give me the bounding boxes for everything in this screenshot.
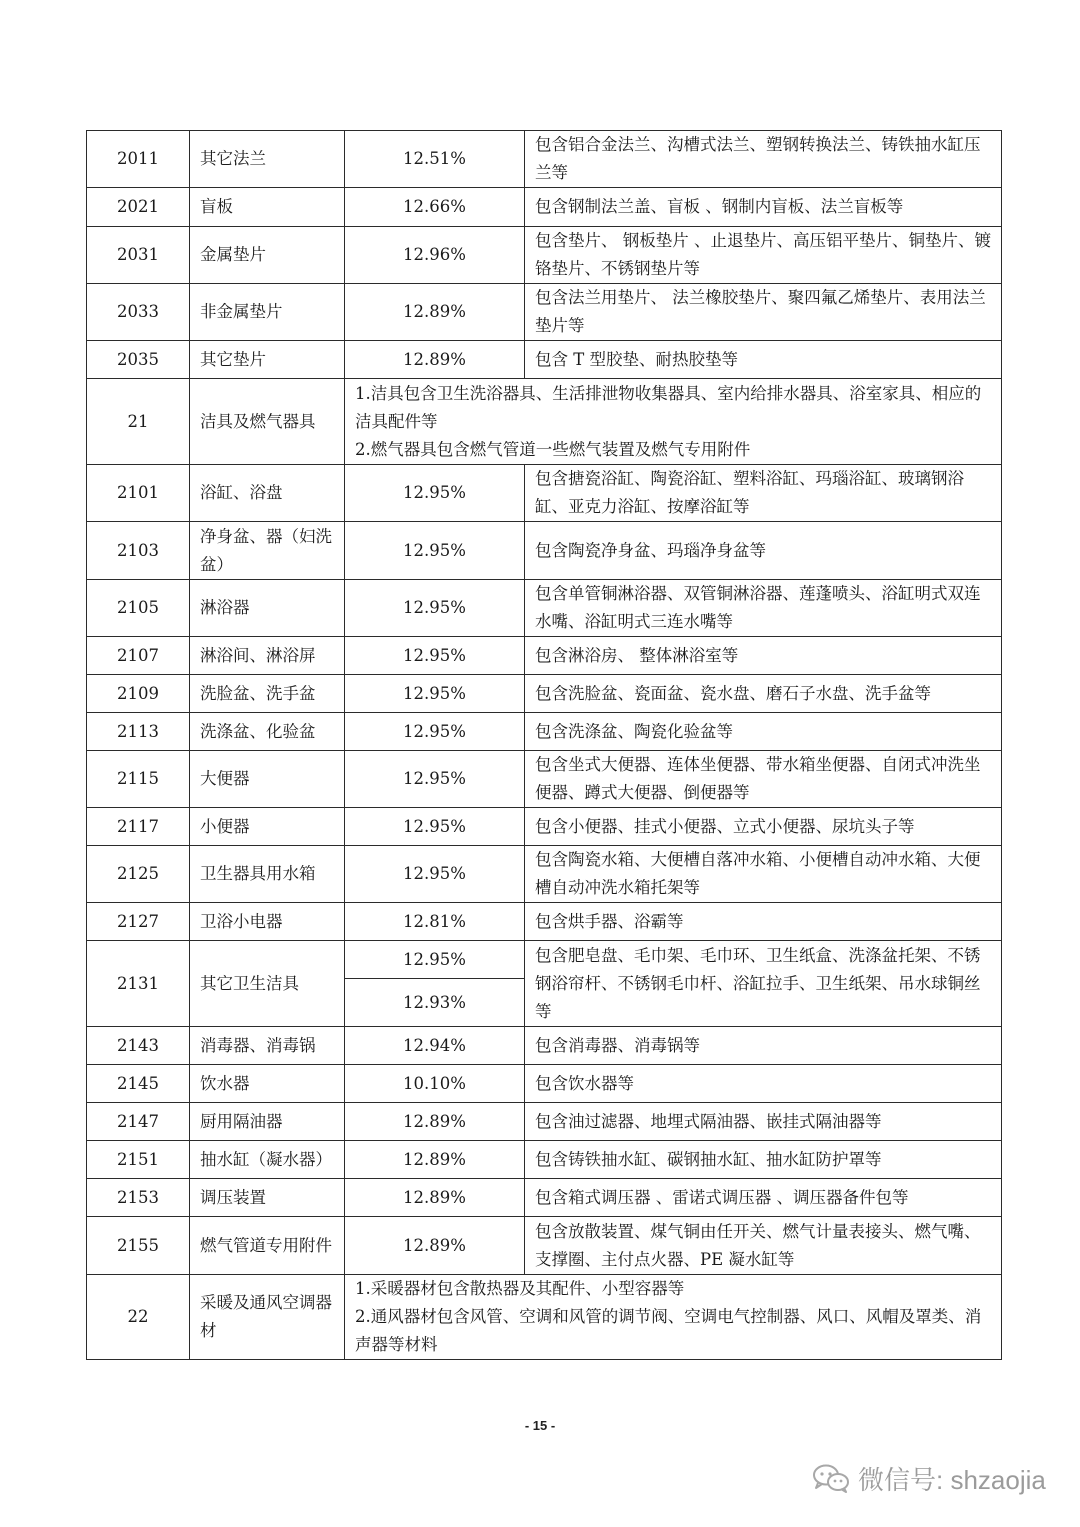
item-rate: 12.89% xyxy=(345,1141,525,1179)
item-code: 2115 xyxy=(87,751,190,808)
item-description: 包含坐式大便器、连体坐便器、带水箱坐便器、自闭式冲洗坐便器、蹲式大便器、倒便器等 xyxy=(525,751,1002,808)
table-row xyxy=(87,808,1002,846)
table-row xyxy=(87,465,1002,522)
page-number: - 15 - xyxy=(524,1418,556,1433)
item-name: 净身盆、器（妇洗盆） xyxy=(190,522,345,580)
item-rate: 12.95% xyxy=(345,846,525,903)
item-description: 包含陶瓷净身盆、玛瑙净身盆等 xyxy=(525,522,1002,580)
table-row xyxy=(87,941,1002,979)
item-code: 2031 xyxy=(87,227,190,284)
item-code: 2035 xyxy=(87,341,190,379)
item-rate: 12.89% xyxy=(345,284,525,341)
table-row xyxy=(87,1217,1002,1275)
item-description: 包含肥皂盘、毛巾架、毛巾环、卫生纸盒、洗涤盆托架、不锈钢浴帘杆、不锈钢毛巾杆、浴缸拉手、卫生纸架、吊水球铜丝等 xyxy=(525,941,1002,1027)
category-note: 2.燃气器具包含燃气管道一些燃气装置及燃气专用附件 xyxy=(355,439,751,459)
category-description xyxy=(345,379,1002,465)
item-name: 非金属垫片 xyxy=(190,284,345,341)
item-description: 包含消毒器、消毒锅等 xyxy=(525,1027,1002,1065)
item-rate: 12.95% xyxy=(345,522,525,580)
item-code: 2151 xyxy=(87,1141,190,1179)
item-description: 包含垫片、 钢板垫片 、止退垫片、高压铝平垫片、铜垫片、镀铬垫片、不锈钢垫片等 xyxy=(525,227,1002,284)
item-description: 包含搪瓷浴缸、陶瓷浴缸、塑料浴缸、玛瑙浴缸、玻璃钢浴缸、亚克力浴缸、按摩浴缸等 xyxy=(525,465,1002,522)
watermark-text: 微信号: shzaojia xyxy=(858,1464,1046,1495)
item-rate-alt: 12.93% xyxy=(345,979,525,1027)
table-row xyxy=(87,1103,1002,1141)
item-name: 浴缸、浴盘 xyxy=(190,465,345,522)
item-description: 包含 T 型胶垫、耐热胶垫等 xyxy=(525,341,1002,379)
table-row xyxy=(87,341,1002,379)
item-name: 大便器 xyxy=(190,751,345,808)
item-rate: 12.95% xyxy=(345,941,525,979)
table-row xyxy=(87,675,1002,713)
item-code: 2145 xyxy=(87,1065,190,1103)
table-row xyxy=(87,1065,1002,1103)
item-code: 2117 xyxy=(87,808,190,846)
item-code: 2131 xyxy=(87,941,190,1027)
table-row xyxy=(87,131,1002,188)
item-rate: 12.89% xyxy=(345,1179,525,1217)
item-code: 2125 xyxy=(87,846,190,903)
category-name: 洁具及燃气器具 xyxy=(190,379,345,465)
item-name: 卫浴小电器 xyxy=(190,903,345,941)
category-code: 21 xyxy=(87,379,190,465)
item-rate: 12.81% xyxy=(345,903,525,941)
table-row xyxy=(87,751,1002,808)
category-note: 1.洁具包含卫生洗浴器具、生活排泄物收集器具、室内给排水器具、浴室家具、相应的洁具配件等 xyxy=(355,383,982,431)
table-row xyxy=(87,637,1002,675)
item-name: 调压装置 xyxy=(190,1179,345,1217)
item-rate: 12.51% xyxy=(345,131,525,188)
item-name: 厨用隔油器 xyxy=(190,1103,345,1141)
table-row xyxy=(87,522,1002,580)
item-rate: 12.95% xyxy=(345,580,525,637)
item-code: 2101 xyxy=(87,465,190,522)
item-description: 包含单管铜淋浴器、双管铜淋浴器、莲蓬喷头、浴缸明式双连水嘴、浴缸明式三连水嘴等 xyxy=(525,580,1002,637)
item-rate: 10.10% xyxy=(345,1065,525,1103)
item-rate: 12.95% xyxy=(345,637,525,675)
item-rate: 12.89% xyxy=(345,1217,525,1275)
item-rate: 12.95% xyxy=(345,751,525,808)
item-code: 2147 xyxy=(87,1103,190,1141)
item-code: 2153 xyxy=(87,1179,190,1217)
category-note: 2.通风器材包含风管、空调和风管的调节阀、空调电气控制器、风口、风帽及罩类、消声器等材料 xyxy=(355,1307,982,1354)
table-row xyxy=(87,1027,1002,1065)
item-description: 包含淋浴房、 整体淋浴室等 xyxy=(525,637,1002,675)
item-description: 包含铸铁抽水缸、碳钢抽水缸、抽水缸防护罩等 xyxy=(525,1141,1002,1179)
item-name: 其它法兰 xyxy=(190,131,345,188)
item-name: 金属垫片 xyxy=(190,227,345,284)
item-code: 2107 xyxy=(87,637,190,675)
item-name: 饮水器 xyxy=(190,1065,345,1103)
wechat-icon xyxy=(812,1463,850,1493)
item-rate: 12.95% xyxy=(345,808,525,846)
item-code: 2109 xyxy=(87,675,190,713)
item-name: 消毒器、消毒锅 xyxy=(190,1027,345,1065)
item-description: 包含饮水器等 xyxy=(525,1065,1002,1103)
item-name: 燃气管道专用附件 xyxy=(190,1217,345,1275)
category-description xyxy=(345,1275,1002,1360)
table-row xyxy=(87,580,1002,637)
table-row xyxy=(87,903,1002,941)
item-name: 洗涤盆、化验盆 xyxy=(190,713,345,751)
item-description: 包含放散装置、煤气铜由任开关、燃气计量表接头、燃气嘴、支撑圈、主付点火器、PE 凝水缸等 xyxy=(525,1217,1002,1275)
item-description: 包含箱式调压器 、雷诺式调压器 、调压器备件包等 xyxy=(525,1179,1002,1217)
item-description: 包含洗涤盆、陶瓷化验盆等 xyxy=(525,713,1002,751)
item-description: 包含小便器、挂式小便器、立式小便器、尿坑头子等 xyxy=(525,808,1002,846)
item-description: 包含洗脸盆、瓷面盆、瓷水盘、磨石子水盘、洗手盆等 xyxy=(525,675,1002,713)
item-name: 其它卫生洁具 xyxy=(190,941,345,1027)
table-row xyxy=(87,284,1002,341)
table-row xyxy=(87,188,1002,227)
item-description: 包含烘手器、浴霸等 xyxy=(525,903,1002,941)
item-code: 2127 xyxy=(87,903,190,941)
item-name: 淋浴器 xyxy=(190,580,345,637)
item-code: 2155 xyxy=(87,1217,190,1275)
category-row xyxy=(87,379,1002,465)
table-row xyxy=(87,1179,1002,1217)
item-rate: 12.66% xyxy=(345,188,525,227)
item-code: 2143 xyxy=(87,1027,190,1065)
item-code: 2021 xyxy=(87,188,190,227)
item-code: 2103 xyxy=(87,522,190,580)
item-rate: 12.89% xyxy=(345,341,525,379)
item-code: 2105 xyxy=(87,580,190,637)
item-name: 抽水缸（凝水器） xyxy=(190,1141,345,1179)
item-name: 卫生器具用水箱 xyxy=(190,846,345,903)
table-row xyxy=(87,846,1002,903)
item-name: 洗脸盆、洗手盆 xyxy=(190,675,345,713)
category-code: 22 xyxy=(87,1275,190,1360)
item-description: 包含钢制法兰盖、盲板 、钢制内盲板、法兰盲板等 xyxy=(525,188,1002,227)
item-code: 2113 xyxy=(87,713,190,751)
item-rate: 12.89% xyxy=(345,1103,525,1141)
rate-table xyxy=(86,130,1002,1360)
table-row xyxy=(87,227,1002,284)
wechat-watermark xyxy=(812,1458,1046,1498)
item-description: 包含法兰用垫片、 法兰橡胶垫片、聚四氟乙烯垫片、表用法兰垫片等 xyxy=(525,284,1002,341)
item-rate: 12.95% xyxy=(345,675,525,713)
item-name: 盲板 xyxy=(190,188,345,227)
category-row xyxy=(87,1275,1002,1360)
item-rate: 12.94% xyxy=(345,1027,525,1065)
item-name: 淋浴间、淋浴屏 xyxy=(190,637,345,675)
item-rate: 12.95% xyxy=(345,713,525,751)
item-description: 包含油过滤器、地埋式隔油器、嵌挂式隔油器等 xyxy=(525,1103,1002,1141)
item-rate: 12.95% xyxy=(345,465,525,522)
item-code: 2011 xyxy=(87,131,190,188)
item-name: 小便器 xyxy=(190,808,345,846)
item-rate: 12.96% xyxy=(345,227,525,284)
item-description: 包含铝合金法兰、沟槽式法兰、塑钢转换法兰、铸铁抽水缸压兰等 xyxy=(525,131,1002,188)
category-name: 采暖及通风空调器材 xyxy=(190,1275,345,1360)
item-description: 包含陶瓷水箱、大便槽自落冲水箱、小便槽自动冲水箱、大便槽自动冲洗水箱托架等 xyxy=(525,846,1002,903)
category-note: 1.采暖器材包含散热器及其配件、小型容器等 xyxy=(355,1279,685,1298)
table-row xyxy=(87,713,1002,751)
table-row xyxy=(87,1141,1002,1179)
item-code: 2033 xyxy=(87,284,190,341)
item-name: 其它垫片 xyxy=(190,341,345,379)
